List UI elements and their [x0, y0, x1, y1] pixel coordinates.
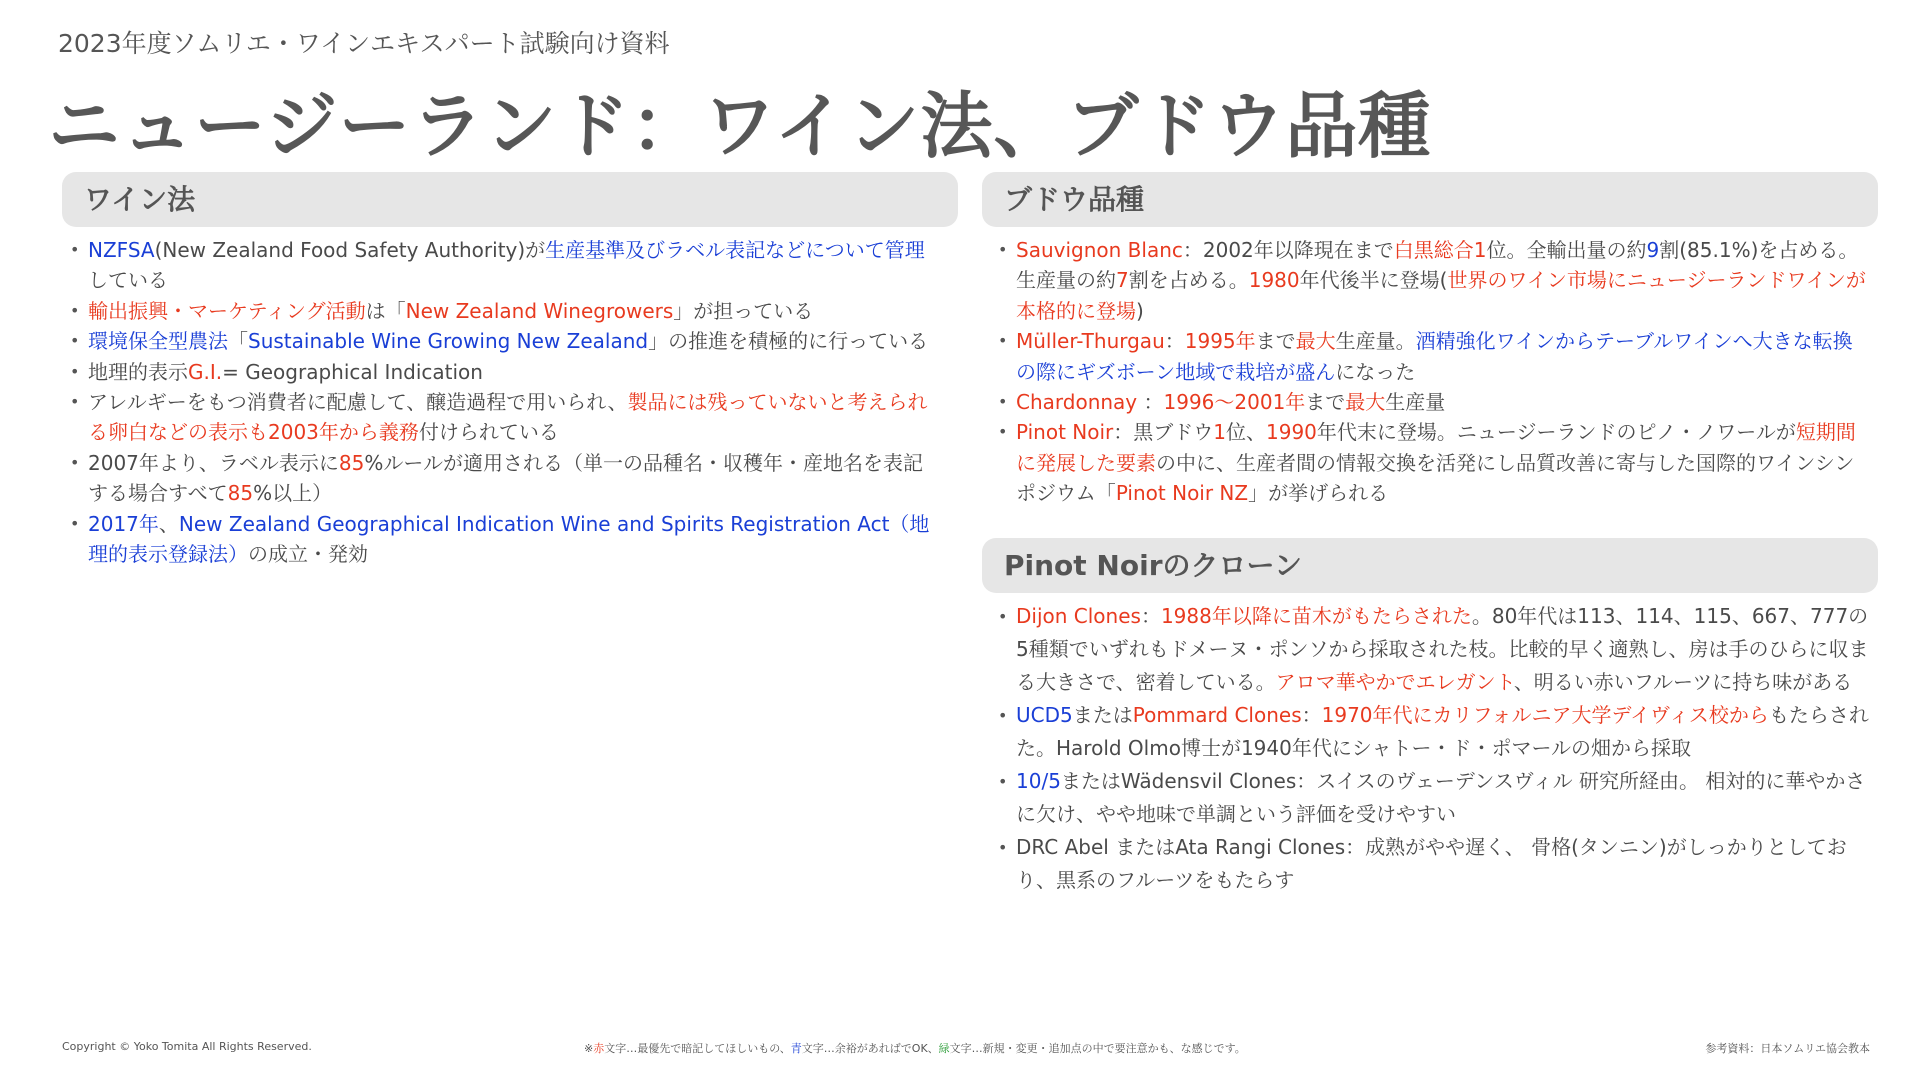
- text-segment: = Geographical Indication: [222, 359, 483, 384]
- note-red-label: 赤: [593, 1042, 605, 1055]
- wine-law-item: [62, 448, 942, 509]
- text-segment: 1: [1213, 420, 1226, 445]
- text-segment: New Zealand Winegrowers: [405, 298, 674, 323]
- note-green-label: 緑: [938, 1042, 950, 1055]
- text-segment: 輸出振興・マーケティング活動: [88, 298, 366, 323]
- text-segment: 付けられている: [418, 420, 559, 445]
- text-segment: アロマ華やかでエレガント: [1275, 670, 1514, 694]
- text-segment: Pinot Noir NZ: [1115, 481, 1249, 506]
- text-segment: の中に、生産者間の情報交換を活発にし品質改善に寄与した国際的ワインシンポジウム「: [1016, 450, 1855, 506]
- text-segment: %ルールが適用される（単一の品種名・収穫年・産地名を表記する場合すべて: [88, 450, 923, 506]
- text-segment: NZFSA: [88, 238, 155, 262]
- text-segment: またはWädensvil Clones：スイスのヴェーデンスヴィル 研究所経由。 相対的に華やかさに欠け、やや地味で単調という評価を受けやすい: [1016, 769, 1866, 826]
- text-segment: 最大: [1295, 329, 1336, 354]
- text-segment: 製品には残っていないと考えられる卵白などの表示も2003年から義務: [88, 390, 928, 445]
- note-blue-desc: 文字…余裕があればでOK、: [801, 1042, 939, 1055]
- text-segment: 年代末に登場。ニュージーランドのピノ・ノワールが: [1316, 420, 1796, 445]
- text-segment: Chardonnay: [1016, 390, 1144, 415]
- clone-item: [990, 765, 1870, 831]
- text-segment: Pinot Noir: [1016, 420, 1114, 445]
- copyright-text: Copyright © Yoko Tomita All Rights Reserved.: [62, 1040, 312, 1053]
- text-segment: 生産量: [1385, 390, 1446, 415]
- grape-item: [990, 326, 1870, 387]
- grape-varieties-list: [990, 235, 1870, 509]
- grape-varieties-header: ブドウ品種: [982, 172, 1878, 227]
- text-segment: 白黒総合1: [1393, 238, 1487, 262]
- text-segment: または: [1072, 703, 1133, 727]
- text-segment: 地理的表示: [88, 359, 188, 384]
- text-segment: 最大: [1345, 390, 1386, 415]
- wine-law-header: ワイン法: [62, 172, 958, 227]
- wine-law-item: [62, 357, 942, 387]
- text-segment: 1996〜2001年: [1163, 390, 1306, 415]
- text-segment: 10/5: [1016, 769, 1061, 793]
- text-segment: 1970年代にカリフォルニア大学デイヴィス校から: [1321, 703, 1769, 727]
- text-segment: もたらされた。Harold Olmo博士が1940年代にシャトー・ド・ポマールの畑から採取: [1016, 703, 1869, 760]
- text-segment: 」の推進を積極的に行っている: [648, 329, 929, 354]
- text-segment: Pommard Clones: [1132, 703, 1302, 727]
- document-subtitle: 2023年度ソムリエ・ワインエキスパート試験向け資料: [58, 29, 670, 58]
- text-segment: (New Zealand Food Safety Authority)が: [154, 238, 546, 262]
- text-segment: 、明るい赤いフルーツに持ち味がある: [1513, 670, 1853, 694]
- text-segment: 」が挙げられる: [1248, 481, 1389, 506]
- text-segment: 位。全輸出量の約: [1486, 238, 1647, 262]
- pinot-noir-clones-list: [990, 600, 1870, 897]
- note-green-desc: 文字…新規・変更・追加点の中で要注意かも、な感じです。: [949, 1042, 1246, 1055]
- note-red-desc: 文字…最優先で暗記してほしいもの、: [604, 1042, 791, 1055]
- text-segment: ：: [1143, 390, 1164, 415]
- wine-law-item: [62, 387, 942, 448]
- text-segment: Sustainable Wine Growing New Zealand: [248, 329, 649, 354]
- text-segment: 1980: [1248, 268, 1300, 293]
- text-segment: 割を占める。: [1128, 268, 1249, 293]
- wine-law-item: [62, 235, 942, 296]
- text-segment: ): [1136, 298, 1144, 323]
- grape-item: [990, 417, 1870, 508]
- text-segment: の成立・発効: [248, 542, 368, 567]
- color-legend-note: [584, 1040, 1246, 1056]
- clone-item: [990, 831, 1870, 897]
- text-segment: になった: [1335, 359, 1416, 384]
- note-blue-label: 青: [790, 1042, 802, 1055]
- text-segment: G.I.: [188, 359, 223, 384]
- text-segment: 世界のワイン市場にニュージーランドワインが本格的に登場: [1016, 268, 1866, 323]
- text-segment: 「: [228, 329, 248, 354]
- page-title: ニュージーランド：ワイン法、ブドウ品種: [48, 84, 1432, 168]
- text-segment: 85: [338, 450, 365, 475]
- text-segment: 位、: [1226, 420, 1266, 445]
- text-segment: 酒精強化ワインからテーブルワインへ大きな転換の際にギズボーン地域で栽培が盛ん: [1016, 329, 1853, 384]
- text-segment: は「: [365, 298, 406, 323]
- text-segment: Müller-Thurgau: [1016, 329, 1165, 354]
- grape-item: [990, 235, 1870, 326]
- wine-law-list: [62, 235, 942, 569]
- text-segment: %以上）: [253, 481, 333, 506]
- text-segment: 生産量。: [1335, 329, 1416, 354]
- text-segment: Sauvignon Blanc: [1016, 238, 1183, 262]
- clone-item: [990, 600, 1870, 699]
- text-segment: New Zealand Geographical Indication Wine and Spirits Registration Act（地理的表示登録法）: [88, 511, 930, 567]
- text-segment: 年代後半に登場(: [1299, 268, 1448, 293]
- text-segment: 85: [227, 481, 254, 506]
- text-segment: ：: [1164, 329, 1185, 354]
- text-segment: 環境保全型農法: [88, 329, 228, 354]
- text-segment: 9: [1646, 238, 1660, 262]
- text-segment: 1990: [1266, 420, 1317, 445]
- text-segment: している: [88, 268, 168, 293]
- text-segment: Dijon Clones: [1016, 604, 1141, 628]
- wine-law-item: [62, 326, 942, 356]
- text-segment: 7: [1116, 268, 1129, 293]
- wine-law-item: [62, 296, 942, 326]
- pinot-noir-clones-header: Pinot Noirのクローン: [982, 538, 1878, 593]
- text-segment: まで: [1255, 329, 1296, 354]
- reference-text: 参考資料：日本ソムリエ協会教本: [1705, 1042, 1870, 1055]
- text-segment: DRC Abel またはAta Rangi Clones：成熟がやや遅く、 骨格(タンニン)がしっかりとしており、黒系のフルーツをもたらす: [1016, 835, 1847, 892]
- text-segment: 2007年より、ラベル表示に: [88, 450, 339, 475]
- text-segment: 1988年以降に苗木がもたらされた: [1160, 604, 1472, 628]
- text-segment: ：黒ブドウ: [1113, 420, 1214, 445]
- text-segment: 。80年代は113、114、115、667、777の5種類でいずれもドメーヌ・ポンソから採取された枝。比較的早く適熟し、房は手のひらに収まる大きさで、密着している。: [1016, 604, 1869, 694]
- text-segment: ：2002年以降現在まで: [1182, 238, 1394, 262]
- grape-item: [990, 387, 1870, 417]
- text-segment: 、: [158, 511, 179, 536]
- text-segment: 割(85.1%)を占める。生産量の約: [1016, 238, 1859, 293]
- text-segment: ：: [1140, 604, 1161, 628]
- note-prefix: ※: [584, 1042, 594, 1055]
- clone-item: [990, 699, 1870, 765]
- text-segment: まで: [1305, 390, 1346, 415]
- wine-law-item: [62, 509, 942, 570]
- text-segment: 2017年: [88, 511, 159, 536]
- text-segment: 生産基準及びラベル表記などについて管理: [545, 238, 925, 262]
- text-segment: 短期間に発展した要素: [1016, 420, 1856, 475]
- text-segment: ：: [1301, 703, 1322, 727]
- text-segment: 」が担っている: [673, 298, 814, 323]
- text-segment: アレルギーをもつ消費者に配慮して、醸造過程で用いられ、: [88, 390, 628, 415]
- text-segment: UCD5: [1016, 703, 1073, 727]
- text-segment: 1995年: [1184, 329, 1256, 354]
